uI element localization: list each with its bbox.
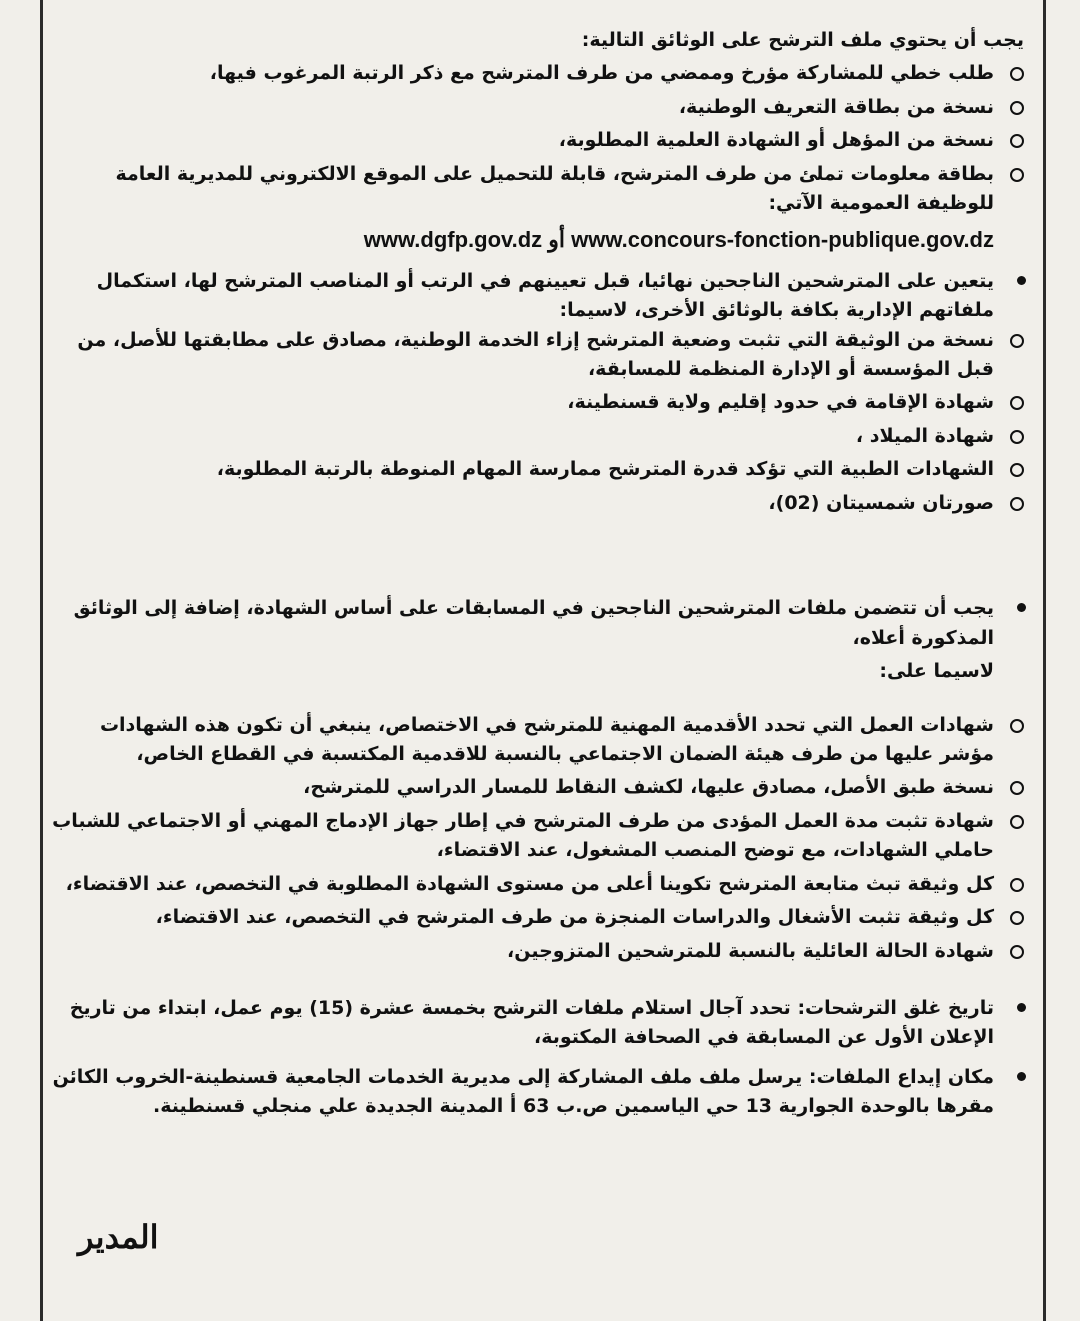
certificate-documents-list (52, 711, 1034, 967)
list-item: نسخة من الوثيقة التي تثبت وضعية المترشح إزاء الخدمة الوطنية، مصادق على مطابقتها للأصل، من قبل المؤسسة أو الإدارة المنظمة للمسابقة، (52, 326, 1034, 385)
bullet-icon (1017, 603, 1026, 612)
circle-bullet-icon (1010, 497, 1024, 511)
bullet-icon (1017, 1072, 1026, 1081)
list-item: شهادات العمل التي تحدد الأقدمية المهنية للمترشح في الاختصاص، ينبغي أن تكون هذه الشهادات مؤشر عليها من طرف هيئة الضمان الاجتماعي بالنسبة للاقدمية المكتسبة في القطاع الخاص، (52, 711, 1034, 770)
final-documents-list (52, 326, 1034, 519)
list-item: شهادة تثبت مدة العمل المؤدى من طرف المترشح في إطار جهاز الإدماج المهني أو الاجتماعي للشباب حاملي الشهادات، مع توضح المنصب المشغول، عند الاقتضاء، (52, 807, 1034, 866)
list-item: شهادة الميلاد ، (52, 422, 1034, 451)
circle-bullet-icon (1010, 396, 1024, 410)
document-body (52, 26, 1034, 1122)
list-item: شهادة الإقامة في حدود إقليم ولاية قسنطينة، (52, 388, 1034, 417)
circle-bullet-icon (1010, 67, 1024, 81)
closing-date-paragraph (52, 994, 1034, 1053)
circle-bullet-icon (1010, 334, 1024, 348)
list-item: صورتان شمسيتان (02)، (52, 489, 1034, 518)
list-item: طلب خطي للمشاركة مؤرخ وممضي من طرف المترشح مع ذكر الرتبة المرغوب فيها، (52, 59, 1034, 88)
submission-place-label: مكان إيداع الملفات: (808, 1065, 994, 1088)
list-item: نسخة من بطاقة التعريف الوطنية، (52, 93, 1034, 122)
circle-bullet-icon (1010, 719, 1024, 733)
list-item: شهادة الحالة العائلية بالنسبة للمترشحين المتزوجين، (52, 937, 1034, 966)
required-documents-list (52, 59, 1034, 218)
certificate-contest-paragraph: يجب أن تتضمن ملفات المترشحين الناجحين في المسابقات على أساس الشهادة، إضافة إلى الوثائق المذكورة أعلاه، لاسيما على: (52, 594, 1034, 686)
list-item: نسخة من المؤهل أو الشهادة العلمية المطلوبة، (52, 126, 1034, 155)
required-documents-heading: يجب أن يحتوي ملف الترشح على الوثائق التالية: (581, 29, 1024, 51)
director-signature: المدير (78, 1218, 159, 1256)
certificate-contest-subtext: لاسيما على: (879, 660, 994, 683)
submission-place-text: يرسل ملف ملف المشاركة إلى مديرية الخدمات الجامعية قسنطينة-الخروب الكائن مقرها بالوحدة الجوارية 13 حي الياسمين ص.ب 63 أ المدينة الجديدة علي منجلي قسنطينة. (52, 1065, 994, 1118)
circle-bullet-icon (1010, 945, 1024, 959)
page-border-right (1043, 0, 1046, 1321)
closing-date-text: تحدد آجال استلام ملفات الترشح بخمسة عشرة (15) يوم عمل، ابتداء من تاريخ الإعلان الأول عن المسابقة في الصحافة المكتوبة، (69, 997, 994, 1049)
circle-bullet-icon (1010, 134, 1024, 148)
bullet-icon (1017, 1003, 1026, 1012)
list-item: نسخة طبق الأصل، مصادق عليها، لكشف النقاط للمسار الدراسي للمترشح، (52, 773, 1034, 802)
submission-place-paragraph (52, 1063, 1034, 1122)
page-border-left (40, 0, 43, 1321)
circle-bullet-icon (1010, 815, 1024, 829)
circle-bullet-icon (1010, 101, 1024, 115)
closing-date-label: تاريخ غلق الترشحات: (797, 997, 994, 1020)
bullet-icon (1017, 276, 1026, 285)
list-item: الشهادات الطبية التي تؤكد قدرة المترشح ممارسة المهام المنوطة بالرتبة المطلوبة، (52, 455, 1034, 484)
final-candidates-paragraph: يتعين على المترشحين الناجحين نهائيا، قبل تعيينهم في الرتب أو المناصب المترشح لها، استكمال ملفاتهم الإدارية بكافة بالوثائق الأخرى، لاسيما: (52, 267, 1034, 326)
circle-bullet-icon (1010, 878, 1024, 892)
list-item: كل وثيقة تثبت الأشغال والدراسات المنجزة من طرف المترشح في التخصص، عند الاقتضاء، (52, 903, 1034, 932)
list-item: بطاقة معلومات تملئ من طرف المترشح، قابلة للتحميل على الموقع الالكتروني للمديرية العامة للوظيفة العمومية الآتي: (52, 160, 1034, 219)
list-item: كل وثيقة تبث متابعة المترشح تكوينا أعلى من مستوى الشهادة المطلوبة في التخصص، عند الاقتضاء، (52, 870, 1034, 899)
circle-bullet-icon (1010, 781, 1024, 795)
circle-bullet-icon (1010, 911, 1024, 925)
website-urls: www.dgfp.gov.dz أو www.concours-fonction-publique.gov.dz (363, 226, 994, 252)
circle-bullet-icon (1010, 430, 1024, 444)
circle-bullet-icon (1010, 168, 1024, 182)
circle-bullet-icon (1010, 463, 1024, 477)
